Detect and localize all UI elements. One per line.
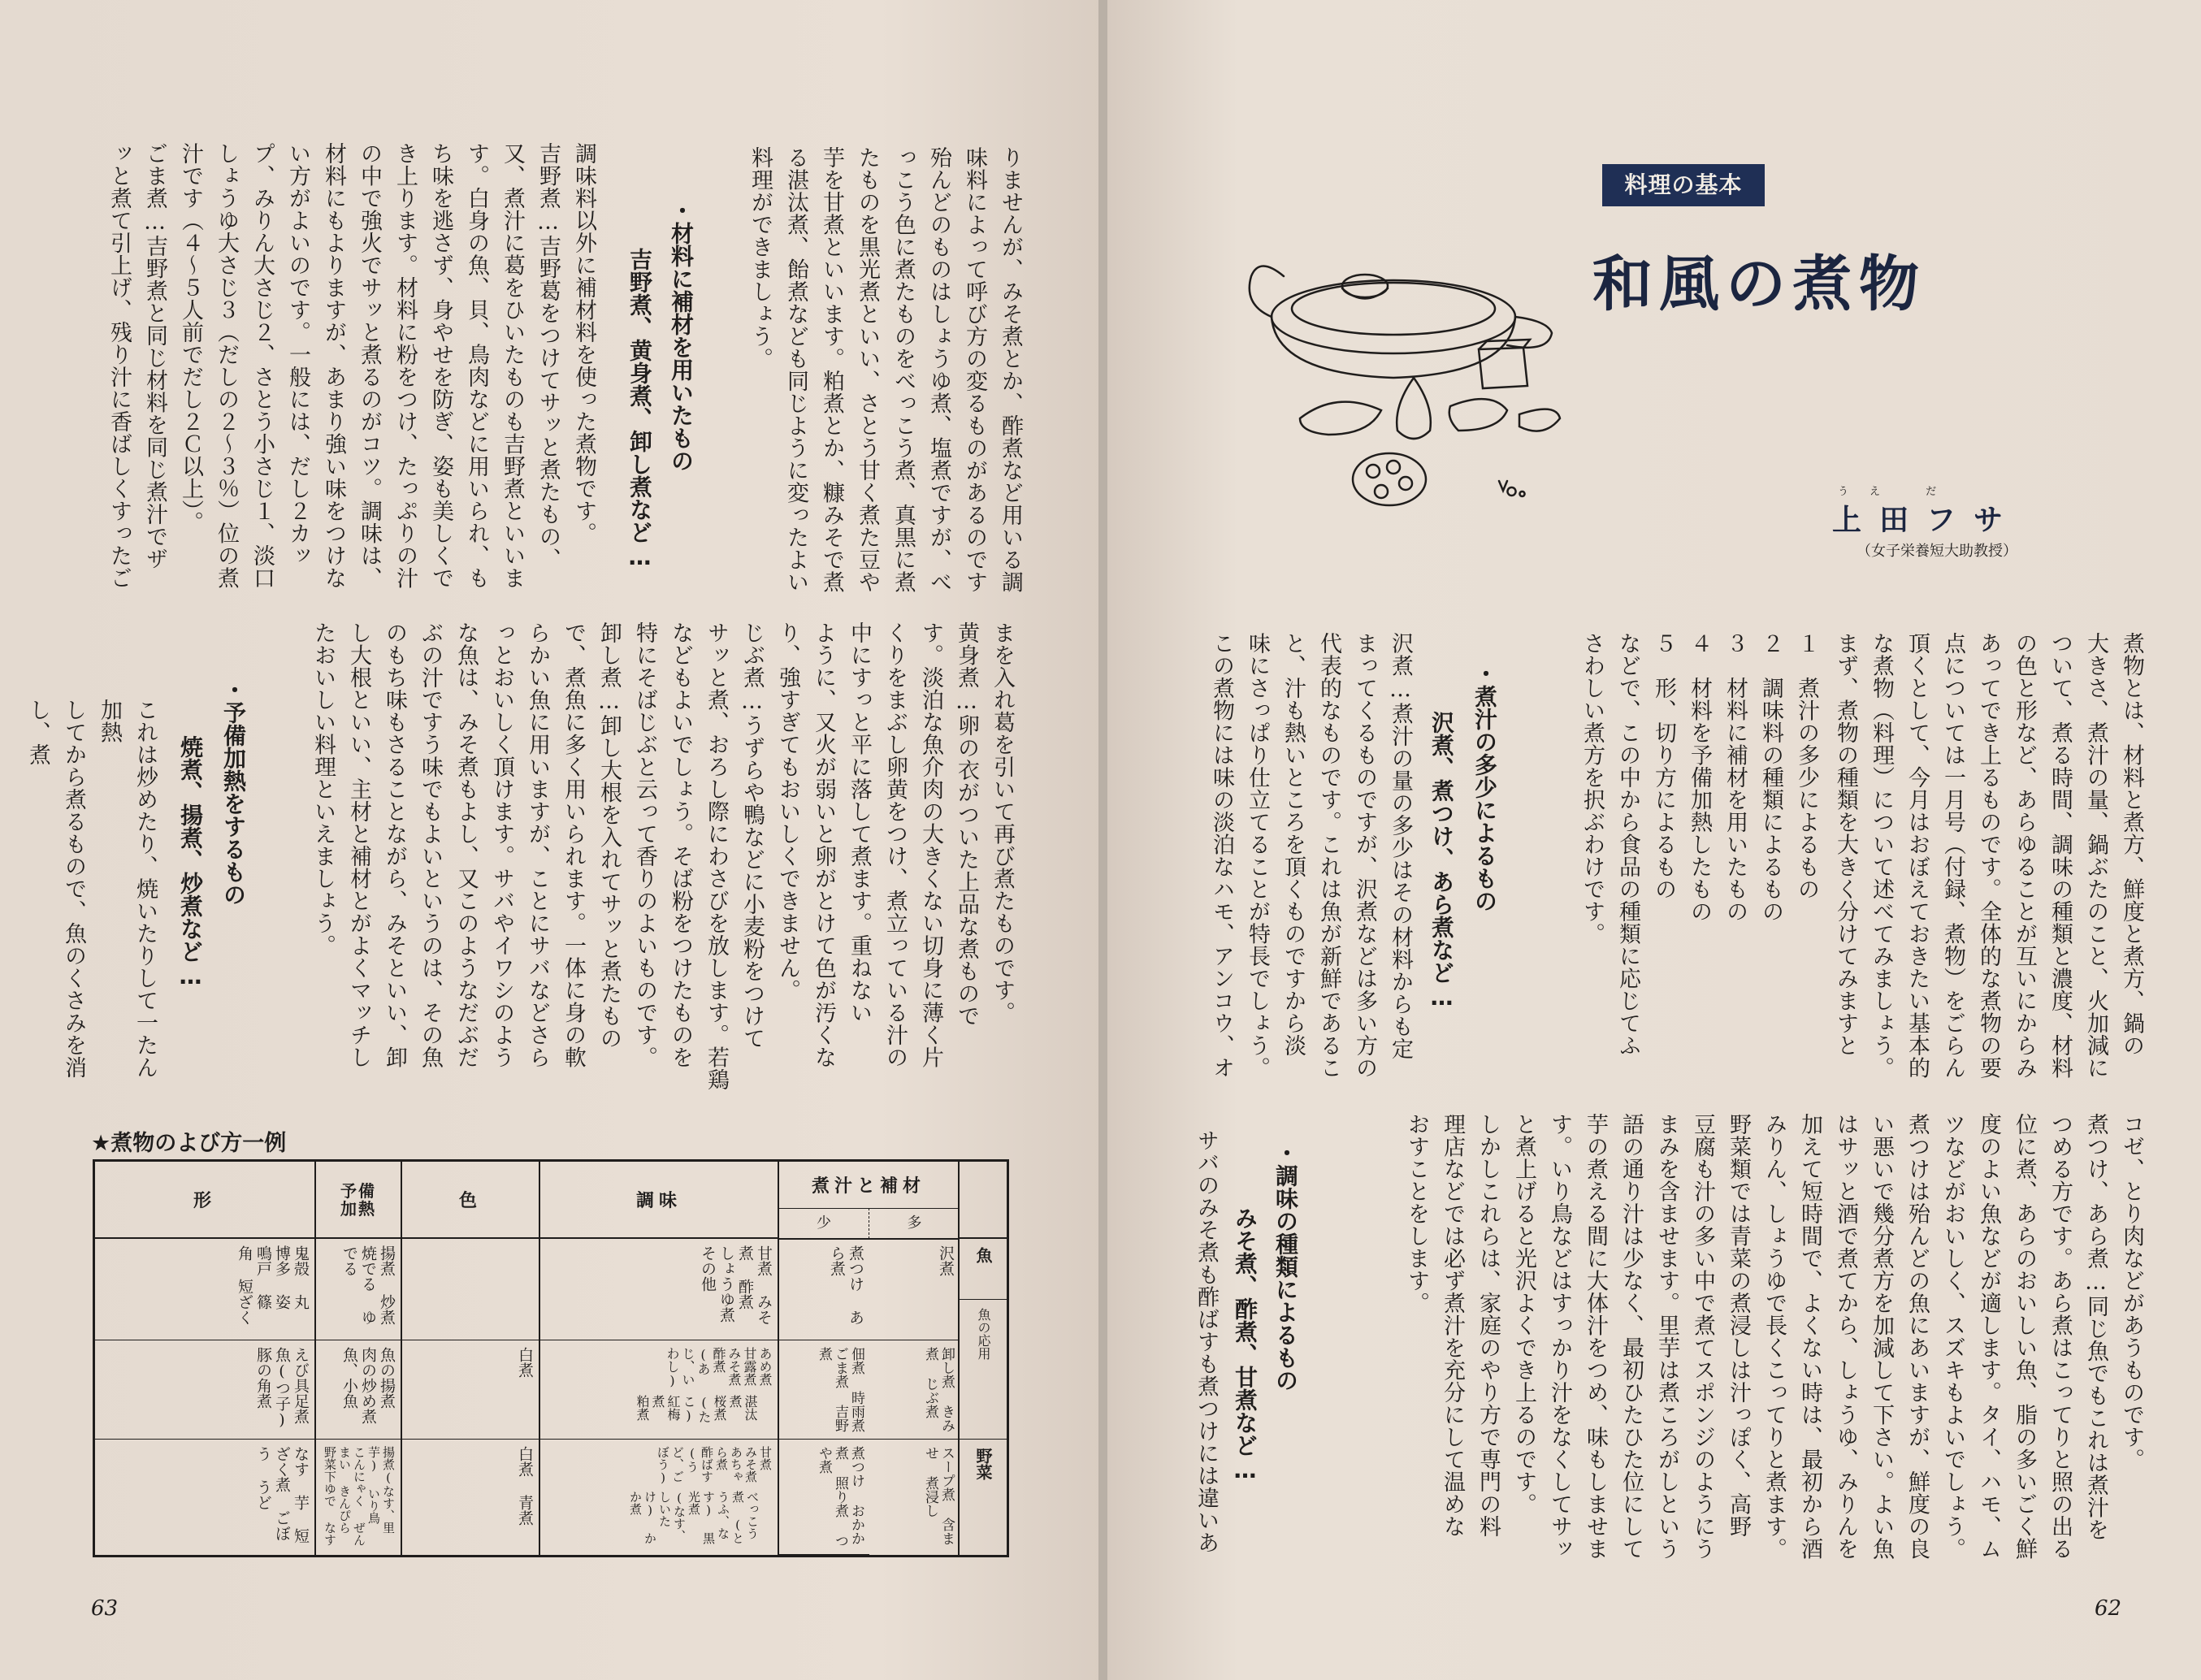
right-col4-body: サバのみそ煮も酢ばすも煮つけには違いあ [1194,1129,1219,1554]
nimono-naming-table [93,1159,1009,1557]
author-ruby: うえ だ [1838,486,1958,498]
table-cell: 魚の揚煮 肉の炒め煮 魚、小魚 [316,1340,401,1440]
table-cell: 揚煮 炒煮 焼でる ゆでる [316,1239,401,1340]
table-row-label-veg: 野菜 [973,1448,993,1480]
table-cell: えび具足煮 魚(つ子) 豚の角煮 [95,1340,314,1440]
table-col-color [401,1162,539,1555]
right-col3-body: コゼ、とり肉などがあうものです。 煮つけ、あら煮…同じ魚でもこれは煮汁を つめる方です。あら煮はこってりと照の出る 位に煮、あらのおいしい魚、脂の多いごく鮮 度のよい魚などが適します。タイ、ハモ、ム ツなどがおいしく、スズキもよいでしょう。 煮つけは殆んどの魚にあいますが、鮮度の良 い悪いで幾分煮方を加減して下さい。よい魚 はサッと酒で煮てから、しょうゆ、みりんを 加えて短時間で、よくない時は、最初から酒 みりん、しょうゆで長くこってりと煮ます。 野菜類では青菜の煮浸しは汁っぽく、高野 豆腐も汁の多い中で煮てスポンジのようにう まみを含ませます。里芋は煮ころがしという 語の通り汁は少なく、最初ひたひた位にして 芋の煮える間に大体汁をつめ、味もしませま す。いり鳥などはすっかり汁をなくしてサッ と煮上げると光沢よくでき上るのです。 しかしこれらは、家庭のやり方で専門の料 理店などでは必ず煮汁を充分にして温めな おすことをします。 [1404,1113,2144,1560]
left-section2-sub: 焼煮、揚煮、炒煮など… [177,735,204,989]
pot-body [1272,317,1515,378]
left-section2-heading: ・予備加熱をするもの [220,678,247,906]
table-cell-part: べっこう煮 (とうふ、なす) 黒光煮 (なす、しいたけ) かか煮 [628,1491,760,1545]
table-cell: なす 芋 短ざく煮 ごぼう うど [254,1446,310,1544]
right-section1-heading: ・煮汁の多少によるもの [1471,662,1498,912]
left-col2-body: 調味料以外に補材料を使った煮物です。 吉野煮…吉野葛をつけてサッと煮たもの、 又、煮汁に葛をひいたものも吉野煮といいま す。白身の魚、貝、鳥肉などに用いられ、も ち味を逃さず、身やせを防ぎ、姿も美しくで き上ります。材料に粉をつけ、たっぷりの汁 の中で強火でサッと煮るのがコツ。調味は、 材料にもよりますが、あまり強い味をつけな い方がよいのです。一般には、だし２カッ プ、みりん大さじ２、さとう小さじ１、淡口 しょうゆ大さじ３（だしの２〜３％）位の煮 汁です（４〜５人前でだし２Ｃ以上）。 ごま煮…吉野煮と同じ材料を同じ煮汁でザ ッと煮て引上げ、残り汁に香ばしくすったご [106,142,596,589]
taro [1397,378,1431,439]
table-row-label-fish-app: 魚の応用 [960,1300,1007,1440]
right-col2-body: 沢煮…煮汁の量の多少はその材料からも定 まってくるものですが、沢煮などは多い方の 代表的なものです。これは魚が新鮮であるこ と、汁も熱いところを頂くものですから淡 味にさっぱり仕立てることが特長でしょう。 この煮物には味の淡泊なハモ、アンコウ、オ [1209,632,1413,1079]
table-cell: 佃煮 時雨煮 ごま煮 吉野煮 [779,1340,869,1440]
pot-illustration [1239,244,1580,512]
author-name: 上田フサ [1832,503,2021,537]
table-col-row-labels [958,1162,1007,1555]
table-row-label-fish: 魚 [960,1239,1007,1300]
table-head-color: 色 [402,1162,539,1239]
table-cell: 揚煮(なす、里芋) いり鳥 こんにゃく ぜんまい きんぴら 野菜下ゆで なす [323,1446,396,1546]
vegetable-slice [1300,402,1381,435]
table-subhead-more: 多 [869,1208,960,1239]
table-head-shape: 形 [95,1162,314,1239]
lotus-hole [1367,465,1380,478]
table-col-shape [95,1162,314,1555]
table-cell-part: あめ煮 甘露煮 みそ煮 酢煮(あじ、いわし) [665,1347,773,1388]
table-title: ★煮物のよび方一例 [91,1131,287,1156]
table-cell: 煮つけ おかか煮 照り煮 つや煮 [779,1440,869,1555]
table-cell: 鬼殻 丸 博多 姿 鳴戸 篠 角 短ざく [95,1239,314,1340]
article-title: 和風の煮物 [1592,249,1926,319]
table-cell-part: 甘煮 みそ煮 あちゃら煮 酢ばす (うど、ごぼう) [656,1446,773,1485]
fish-piece [1449,399,1507,431]
artist-signature [1499,481,1525,496]
table-cell: 白煮 [402,1340,539,1440]
table-head-preheat: 予備 加熱 [316,1162,401,1239]
pot-handle-left [1250,266,1284,318]
table-col-broth [778,1162,958,1555]
tofu-block [1479,340,1530,388]
table-cell [402,1239,539,1340]
right-section2-heading: ・調味の種類によるもの [1272,1141,1299,1392]
lotus-hole [1399,477,1412,490]
page-number-left: 63 [91,1596,119,1621]
left-col4-body: これは炒めたり、焼いたりして一たん加熱 してから煮るもので、魚のくさみを消し、煮 [25,699,158,1079]
table-col-seasoning [539,1162,778,1555]
right-section1-sub: 沢煮、煮つけ、あら煮など… [1428,711,1455,1011]
lotus-hole [1375,485,1388,498]
author-title: （女子栄養短大助教授） [1857,543,2017,560]
right-list: １ 煮汁の多少によるもの ２ 調味料の種類によるもの ３ 材料に補材を用いたもの ４ 材料を予備加熱したもの ５ 形、切り方によるもの などで、この中から食品の種類に応じてふ さわしい煮方を択ぶわけです。 [1579,632,1819,1057]
left-col1-body: りませんが、みそ煮とか、酢煮など用いる調 味料によって呼び方の変るものがあるのです 殆んどのものはしょうゆ煮、塩煮ですが、べ っこう色に煮たものをべっこう煮、真黒に煮 たものを黒光煮といい、さとう甘く煮た豆や 芋を甘煮といいます。粕煮とか、糠みそで煮 る湛汰煮、飴煮なども同じように変ったよい 料理ができましょう。 [747,146,1023,593]
pot-lid-rim [1272,280,1515,353]
left-section1-heading: ・材料に補材を用いたもの [668,199,695,472]
table-cell: 白煮 青煮 [516,1446,534,1526]
table-cell: 卸し煮 きみ煮 じぶ煮 [869,1340,960,1440]
table-subhead-less: 少 [779,1208,869,1239]
table-cell: 煮つけ あら煮 [779,1239,869,1340]
table-head-seasoning: 調味 [540,1162,778,1239]
lotus-hole [1387,461,1400,474]
series-label: 料理の基本 [1602,164,1765,206]
pot-lid [1292,283,1495,335]
table-cell: 沢煮 [869,1239,960,1340]
table-cell: 甘煮 みそ煮 酢煮 しょうゆ煮 その他 [540,1239,778,1340]
left-col3-body: まを入れ葛を引いて再び煮たものです。 黄身煮…卵の衣がついた上品な煮もので す。淡泊な魚介肉の大きくない切身に薄く片 くりをまぶし卵黄をつけ、煮立っている汁の 中にすっと平に落して煮ます。重ねない ように、又火が弱いと卵がとけて色が汚くな り、強すぎてもおいしくできません。 じぶ煮…うずらや鴨などに小麦粉をつけて サッと煮、おろし際にわさびを放します。若鶏 などもよいでしょう。そば粉をつけたものを 特にそばじぶと云って香りのよいものです。 卸し煮…卸し大根を入れてサッと煮たもの で、煮魚に多く用いられます。一体に身の軟 らかい魚に用いますが、ことにサバなどさら っとおいしく頂けます。サバやイワシのよう な魚は、みそ煮もよし、又このようなだぶだ ぶの汁ですう味でもよいというのは、その魚 のもち味もさることながら、みそといい、卸 し大根といい、主材と補材とがよくマッチし たおいしい料理といえましょう。 [310,621,1015,1091]
table-cell [540,1340,778,1440]
right-section2-sub: みそ煮、酢煮、甘煮など… [1232,1206,1259,1483]
table-cell-part: 湛汰煮 桜煮(たこ) 紅梅煮 粕煮 [635,1394,758,1423]
table-col-preheat [314,1162,401,1555]
right-col1-body: 煮物とは、材料と煮方、鮮度と煮方、鍋の 大きさ、煮汁の量、鍋ぶたのこと、火加減に ついて、煮る時間、調味の種類と濃度、材料 の色と形など、あらゆることが互いにからみ あってでき上るものです。全体的な煮物の要 点については一月号（付録、煮物）をごらん 頂くとして、今月はおぼえておきたい基本的 な煮物（料理）について述べてみましょう。 まず、煮物の種類を大きく分けてみますと [1833,632,2144,1079]
table-cell [540,1440,778,1555]
left-section1-sub: 吉野煮、黄身煮、卸し煮など… [626,248,653,570]
table-cell: スープ煮 含ませ 煮浸し [922,1446,955,1545]
table-head-broth: 煮汁と補材 [811,1176,925,1197]
table-head-empty [960,1162,1007,1239]
small-slice [1519,409,1560,431]
page-number-right: 62 [2095,1596,2122,1621]
